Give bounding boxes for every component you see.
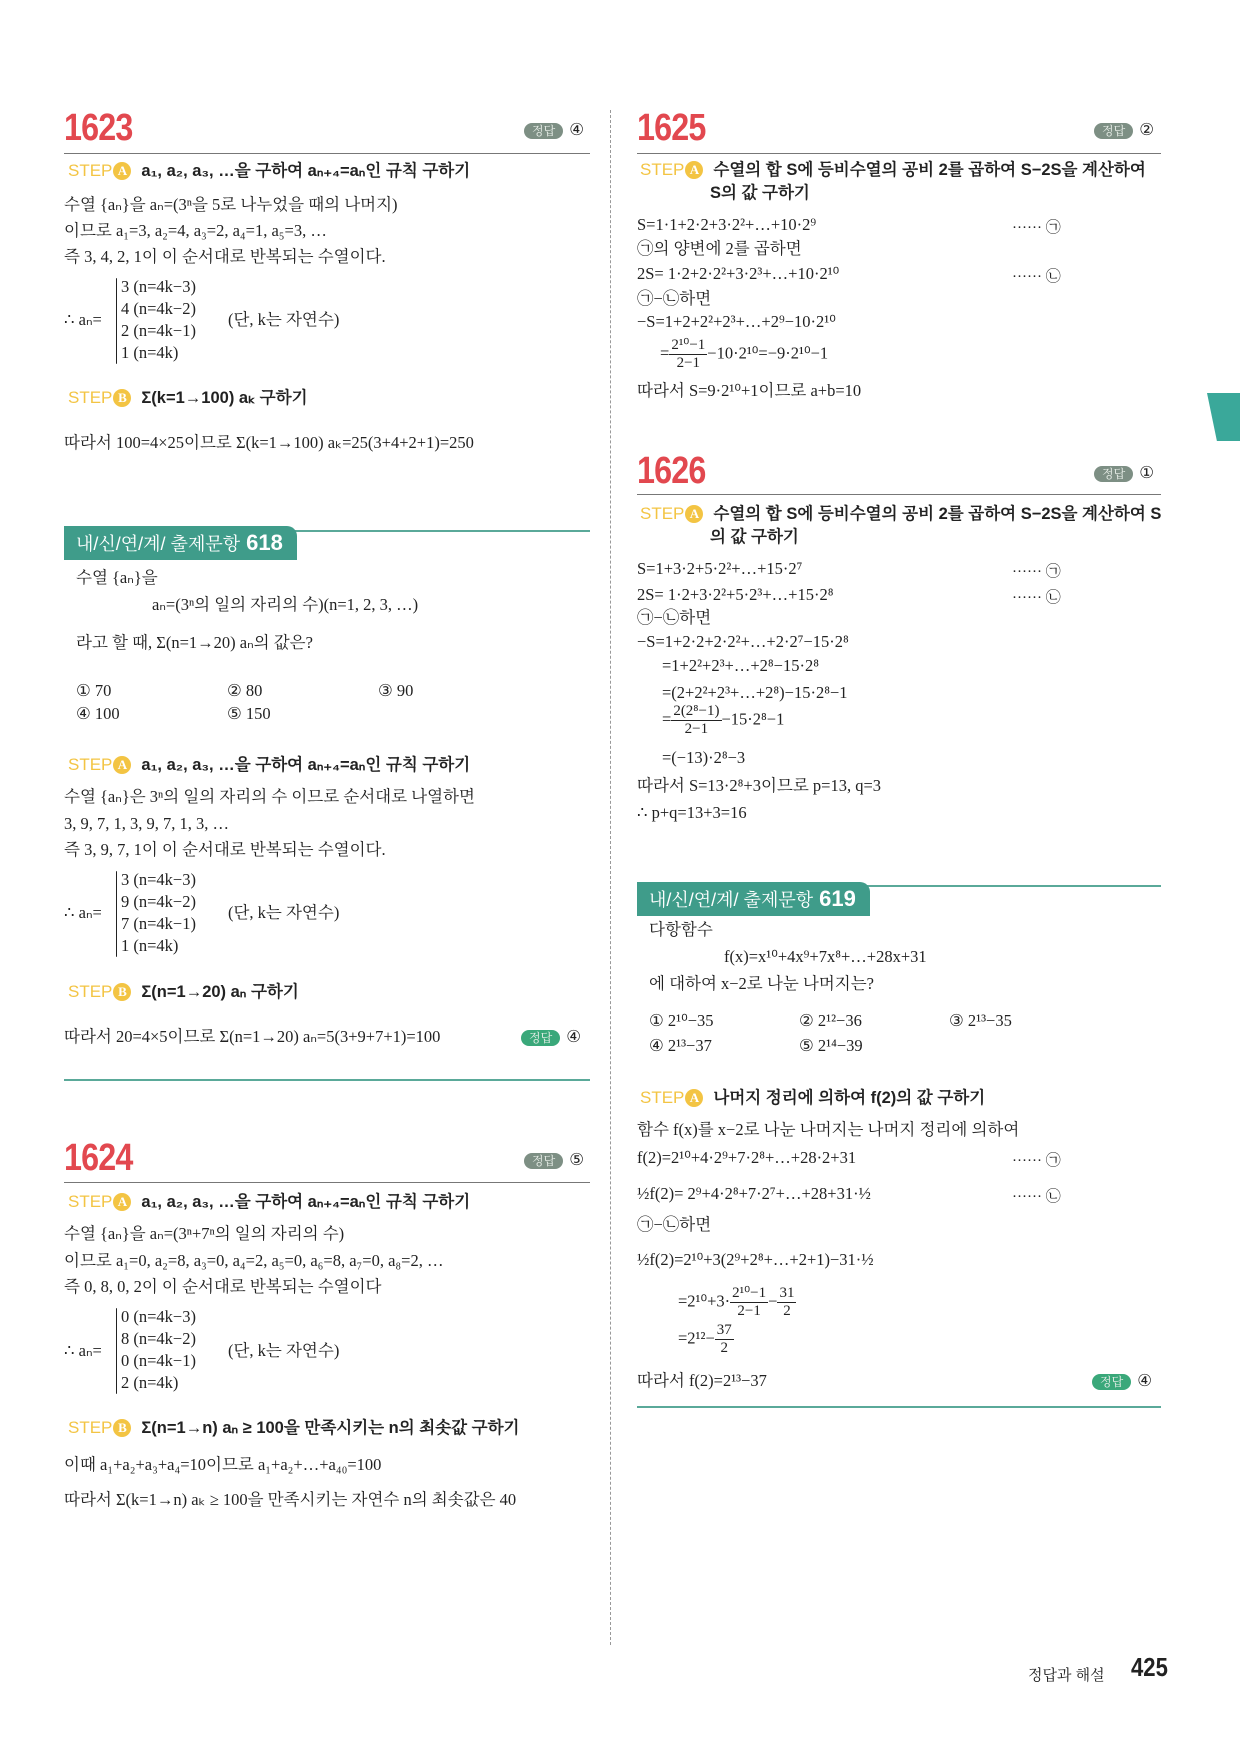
- step-b-heading: [68, 982, 299, 1003]
- answer-badge: 정답: [1094, 123, 1133, 139]
- page-number: 425: [1131, 1652, 1168, 1682]
- section-rule: [250, 530, 590, 532]
- header-number: 619: [819, 886, 856, 911]
- text-line: 함수 f(x)를 x−2로 나눈 나머지는 나머지 정리에 의하여: [637, 1120, 1020, 1139]
- problem-number: 1625: [637, 107, 706, 149]
- therefore: ∴ aₙ=: [64, 903, 102, 922]
- choice: ⑤ 2¹⁴−39: [799, 1036, 863, 1055]
- related-question-header: [64, 526, 297, 560]
- section-rule: [820, 885, 1161, 887]
- text-line: 따라서 S=9·2¹⁰+1이므로 a+b=10: [637, 381, 862, 400]
- step-a-heading: [640, 504, 1161, 525]
- answer-indicator: [524, 1150, 584, 1170]
- chapter-side-tab: [1207, 393, 1240, 441]
- equation-line: 2S= 1·2+3·2²+5·2³+…+15·2⁸: [637, 585, 834, 604]
- denominator: 2: [720, 1340, 729, 1357]
- case-line: 3 (n=4k−3): [121, 277, 196, 296]
- case-brace: [116, 871, 117, 957]
- equation-line: =1+2²+2³+…+2⁸−15·2⁸: [662, 656, 819, 675]
- case-brace: [116, 1308, 117, 1394]
- choice: ③ 2¹³−35: [949, 1011, 1012, 1030]
- case-note: (단, k는 자연수): [228, 310, 340, 329]
- text-line: 수열 {aₙ}을 aₙ=(3ⁿ을 5로 나누었을 때의 나머지): [64, 195, 398, 214]
- problem-number: 1624: [64, 1137, 133, 1179]
- step-label: STEP: [640, 504, 685, 523]
- numerator: 2¹⁰−1: [669, 337, 707, 355]
- step-a-heading: [640, 160, 1146, 181]
- equation-marker: ······ ㉡: [1012, 269, 1061, 285]
- equation-line: =(−13)·2⁸−3: [662, 748, 746, 767]
- question-line: 수열 {aₙ}을: [76, 568, 158, 587]
- equation-marker: ······ ㉠: [1012, 564, 1061, 580]
- text-line: ∴ p+q=13+3=16: [637, 803, 747, 822]
- choice: ② 80: [227, 681, 263, 700]
- denominator: 2−1: [676, 355, 701, 372]
- choice: ① 2¹⁰−35: [649, 1011, 714, 1030]
- text-line: ㉠의 양변에 2를 곱하면: [637, 239, 802, 258]
- text-line: 즉 0, 8, 0, 2이 이 순서대로 반복되는 수열이다: [64, 1277, 382, 1296]
- equation-line: ½f(2)= 2⁹+4·2⁸+7·2⁷+…+28+31·½: [637, 1184, 871, 1203]
- case-line: 9 (n=4k−2): [121, 892, 196, 911]
- equation-line: =(2+2²+2³+…+2⁸)−15·2⁸−1: [662, 683, 848, 702]
- case-line: 2 (n=4k−1): [121, 321, 196, 340]
- question-line: 라고 할 때, Σ(n=1→20) aₙ의 값은?: [76, 633, 313, 652]
- question-line: 다항함수: [649, 920, 713, 939]
- step-letter: B: [113, 1419, 131, 1437]
- step-letter: A: [113, 162, 131, 180]
- equation-marker: ······ ㉠: [1012, 1153, 1061, 1169]
- case-brace: [116, 278, 117, 364]
- case-note: (단, k는 자연수): [228, 1341, 340, 1360]
- case-note: (단, k는 자연수): [228, 903, 340, 922]
- column-divider: [610, 110, 611, 1645]
- numerator: 2¹⁰−1: [730, 1285, 768, 1303]
- step-letter: B: [113, 389, 131, 407]
- step-title: 나머지 정리에 의하여 f(2)의 값 구하기: [713, 1089, 986, 1107]
- problem-number: 1626: [637, 450, 706, 492]
- choice: ⑤ 150: [227, 704, 271, 723]
- step-label: STEP: [68, 388, 113, 407]
- step-label: STEP: [68, 982, 113, 1001]
- answer-value: ②: [1139, 120, 1154, 139]
- eq-suffix: −10·2¹⁰=−9·2¹⁰−1: [707, 343, 829, 363]
- step-a-heading: [68, 161, 470, 182]
- equation-line: −S=1+2·2+2·2²+…+2·2⁷−15·2⁸: [637, 632, 849, 651]
- title-rule: [637, 153, 1161, 154]
- text-line: ㉠−㉡하면: [637, 1215, 712, 1234]
- numerator: 2(2⁸−1): [671, 703, 721, 721]
- step-title: Σ(k=1→100) aₖ 구하기: [141, 389, 308, 407]
- step-title: a₁, a₂, a₃, …을 구하여 aₙ₊₄=aₙ인 규칙 구하기: [141, 162, 471, 180]
- question-line: f(x)=x¹⁰+4x⁹+7x⁸+…+28x+31: [724, 947, 927, 966]
- step-title-cont: S의 값 구하기: [710, 184, 810, 202]
- therefore: ∴ aₙ=: [64, 1341, 102, 1360]
- step-title-cont: 의 값 구하기: [710, 528, 799, 546]
- eq-prefix: =: [660, 343, 670, 363]
- numerator: 31: [777, 1285, 796, 1303]
- step-title: 수열의 합 S에 등비수열의 공비 2를 곱하여 S−2S을 계산하여 S: [713, 505, 1162, 523]
- choice: ① 70: [76, 681, 112, 700]
- step-a-heading: [68, 755, 470, 776]
- step-b-heading: [68, 388, 308, 409]
- text-line: 따라서 20=4×5이므로 Σ(n=1→20) aₙ=5(3+9+7+1)=100: [64, 1027, 441, 1046]
- equation-line: f(2)=2¹⁰+4·2⁹+7·2⁸+…+28·2+31: [637, 1148, 857, 1167]
- denominator: 2−1: [737, 1303, 761, 1320]
- denominator: 2−1: [684, 721, 709, 738]
- equation-marker: ······ ㉡: [1012, 1189, 1061, 1205]
- eq-suffix: −15·2⁸−1: [721, 709, 785, 729]
- header-number: 618: [246, 530, 283, 555]
- eq-prefix: =: [662, 709, 672, 729]
- answer-indicator: [1092, 1371, 1152, 1391]
- step-label: STEP: [68, 755, 113, 774]
- choice: ③ 90: [378, 681, 414, 700]
- answer-indicator: [1094, 120, 1154, 140]
- denominator: 2: [783, 1303, 791, 1320]
- case-line: 0 (n=4k−3): [121, 1307, 196, 1326]
- step-label: STEP: [640, 160, 685, 179]
- title-rule: [637, 494, 1161, 495]
- text-line: ㉠−㉡하면: [637, 289, 712, 308]
- case-line: 3 (n=4k−3): [121, 870, 196, 889]
- equation-line: S=1+3·2+5·2²+…+15·2⁷: [637, 559, 803, 578]
- section-end-rule: [637, 1406, 1161, 1408]
- step-title: Σ(n=1→20) aₙ 구하기: [141, 983, 299, 1001]
- case-line: 0 (n=4k−1): [121, 1351, 196, 1370]
- fraction-equation: [662, 703, 784, 739]
- step-letter: A: [685, 161, 703, 179]
- step-letter: A: [685, 1089, 703, 1107]
- step-letter: B: [113, 983, 131, 1001]
- step-a-heading: [640, 1088, 985, 1109]
- equation-line: S=1·1+2·2+3·2²+…+10·2⁹: [637, 215, 817, 234]
- case-line: 8 (n=4k−2): [121, 1329, 196, 1348]
- eq-minus: −: [768, 1291, 778, 1311]
- step-a-heading: [68, 1192, 470, 1213]
- title-rule: [64, 1182, 590, 1183]
- case-line: 7 (n=4k−1): [121, 914, 196, 933]
- answer-value: ④: [1137, 1371, 1152, 1390]
- step-b-heading: [68, 1418, 519, 1439]
- answer-indicator: [524, 120, 584, 140]
- text-line: 이때 a₁+a₂+a₃+a₄=10이므로 a₁+a₂+…+a₄₀=100: [64, 1455, 382, 1474]
- question-line: 에 대하여 x−2로 나눈 나머지는?: [649, 974, 874, 993]
- step-letter: A: [113, 1193, 131, 1211]
- header-label: 내/신/연/계/ 출제문항: [76, 534, 241, 554]
- step-title: Σ(n=1→n) aₙ ≥ 100을 만족시키는 n의 최솟값 구하기: [141, 1419, 520, 1437]
- equation-marker: ······ ㉡: [1012, 590, 1061, 606]
- fraction: [671, 703, 721, 739]
- fraction-equation: [678, 1322, 734, 1358]
- case-line: 1 (n=4k): [121, 343, 179, 362]
- step-label: STEP: [68, 161, 113, 180]
- text-line: 이므로 a₁=3, a₂=4, a₃=2, a₄=1, a₅=3, …: [64, 221, 327, 240]
- answer-value: ④: [569, 120, 584, 139]
- fraction-equation: [660, 337, 828, 373]
- equation-line: −S=1+2+2²+2³+…+2⁹−10·2¹⁰: [637, 312, 836, 331]
- text-line: 3, 9, 7, 1, 3, 9, 7, 1, 3, …: [64, 814, 229, 833]
- answer-badge: 정답: [524, 1153, 563, 1169]
- fraction: [669, 337, 707, 373]
- step-letter: A: [113, 756, 131, 774]
- choice: ④ 2¹³−37: [649, 1036, 712, 1055]
- text-line: 따라서 100=4×25이므로 Σ(k=1→100) aₖ=25(3+4+2+1)=250: [64, 433, 474, 452]
- step-title: 수열의 합 S에 등비수열의 공비 2를 곱하여 S−2S을 계산하여: [713, 161, 1146, 179]
- choice: ② 2¹²−36: [799, 1011, 862, 1030]
- answer-badge: 정답: [1094, 466, 1133, 482]
- answer-value: ⑤: [569, 1150, 584, 1169]
- problem-number: 1623: [64, 107, 133, 149]
- therefore: ∴ aₙ=: [64, 310, 102, 329]
- footer-label: 정답과 해설: [1028, 1667, 1105, 1684]
- eq-prefix: =2¹⁰+3·: [678, 1291, 731, 1311]
- numerator: 37: [715, 1322, 734, 1340]
- case-line: 4 (n=4k−2): [121, 299, 196, 318]
- equation-marker: ······ ㉠: [1012, 220, 1061, 236]
- choice: ④ 100: [76, 704, 120, 723]
- step-letter: A: [685, 505, 703, 523]
- text-line: 수열 {aₙ}을 aₙ=(3ⁿ+7ⁿ의 일의 자리의 수): [64, 1224, 345, 1243]
- text-line: 따라서 S=13·2⁸+3이므로 p=13, q=3: [637, 776, 882, 795]
- fraction: [730, 1285, 768, 1321]
- answer-badge: 정답: [1092, 1374, 1131, 1390]
- fraction: [715, 1322, 734, 1358]
- section-end-rule: [64, 1079, 590, 1081]
- answer-badge: 정답: [521, 1030, 560, 1046]
- text-line: 이므로 a₁=0, a₂=8, a₃=0, a₄=2, a₅=0, a₆=8, a₇=0, a₈=2, …: [64, 1251, 444, 1270]
- text-line: 즉 3, 9, 7, 1이 이 순서대로 반복되는 수열이다.: [64, 840, 386, 859]
- step-label: STEP: [68, 1418, 113, 1437]
- answer-value: ①: [1139, 463, 1154, 482]
- related-question-header: [637, 882, 870, 916]
- title-rule: [64, 153, 590, 154]
- equation-line: 2S= 1·2+2·2²+3·2³+…+10·2¹⁰: [637, 264, 840, 283]
- step-title: a₁, a₂, a₃, …을 구하여 aₙ₊₄=aₙ인 규칙 구하기: [141, 1193, 471, 1211]
- text-line: 따라서 Σ(k=1→n) aₖ ≥ 100을 만족시키는 자연수 n의 최솟값은 40: [64, 1490, 517, 1509]
- question-line: aₙ=(3ⁿ의 일의 자리의 수)(n=1, 2, 3, …): [152, 595, 419, 614]
- answer-badge: 정답: [524, 123, 563, 139]
- step-title: a₁, a₂, a₃, …을 구하여 aₙ₊₄=aₙ인 규칙 구하기: [141, 756, 471, 774]
- step-label: STEP: [68, 1192, 113, 1211]
- answer-value: ④: [566, 1027, 581, 1046]
- answer-indicator: [521, 1027, 581, 1047]
- step-label: STEP: [640, 1088, 685, 1107]
- text-line: 따라서 f(2)=2¹³−37: [637, 1371, 767, 1390]
- fraction-equation: [678, 1285, 796, 1321]
- eq-prefix: =2¹²−: [678, 1328, 715, 1348]
- text-line: ㉠−㉡하면: [637, 608, 712, 627]
- header-label: 내/신/연/계/ 출제문항: [649, 890, 814, 910]
- equation-line: ½f(2)=2¹⁰+3(2⁹+2⁸+…+2+1)−31·½: [637, 1250, 874, 1269]
- answer-indicator: [1094, 463, 1154, 483]
- case-line: 2 (n=4k): [121, 1373, 179, 1392]
- fraction: [777, 1285, 796, 1321]
- text-line: 수열 {aₙ}은 3ⁿ의 일의 자리의 수 이므로 순서대로 나열하면: [64, 787, 475, 806]
- text-line: 즉 3, 4, 2, 1이 이 순서대로 반복되는 수열이다.: [64, 247, 386, 266]
- case-line: 1 (n=4k): [121, 936, 179, 955]
